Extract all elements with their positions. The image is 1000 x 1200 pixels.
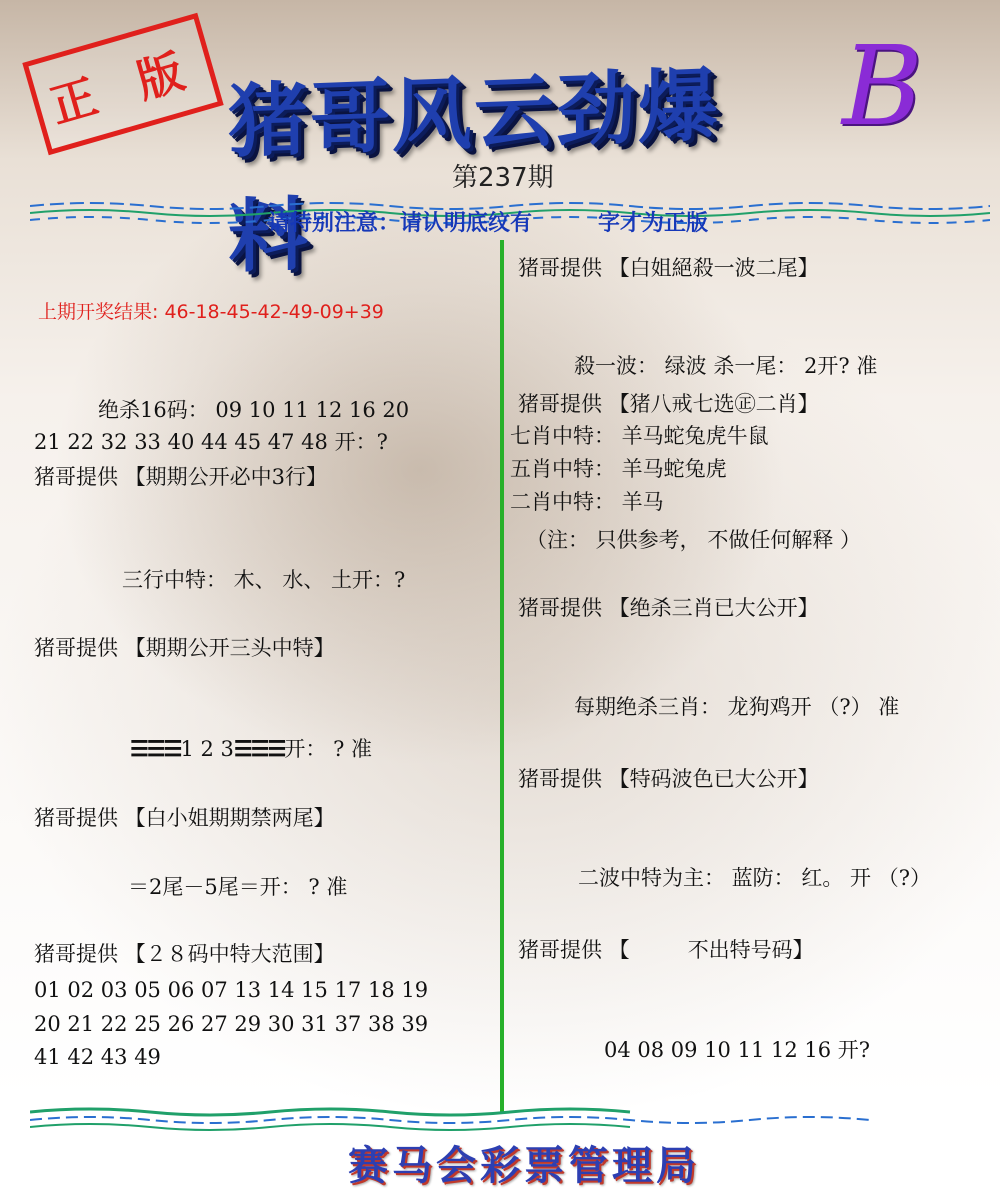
range-numbers-row3: 41 42 43 49	[34, 1045, 161, 1069]
column-divider	[500, 240, 504, 1112]
disclaimer-note: （注： 只供参考， 不做任何解释 ）	[526, 528, 862, 552]
three-rows-content: 三行中特： 木、 水、 土开：?	[122, 568, 406, 592]
left-section3-title: 猪哥提供 【白小姐期期禁两尾】	[34, 806, 335, 830]
kill-wave-content: 殺一波： 绿波 杀一尾： 2开? 准	[574, 354, 878, 378]
notice-text-before: 请特别注意：请认明底纹有	[268, 211, 533, 236]
last-draw-result: 上期开奖结果: 46-18-45-42-49-09+39	[38, 301, 384, 323]
right-section4-title: 猪哥提供 【特码波色已大公开】	[518, 767, 819, 791]
authentic-stamp: 正 版	[22, 13, 223, 155]
authenticity-notice	[268, 206, 708, 237]
two-zodiac-line: 二肖中特： 羊马	[510, 490, 664, 514]
left-section4-title: 猪哥提供 【２８码中特大范围】	[34, 942, 335, 966]
bars-left: ☰☰☰	[130, 736, 181, 761]
ban-tails-content: ＝2尾－5尾＝开： ? 准	[128, 875, 348, 899]
seven-zodiac-line: 七肖中特： 羊马蛇兔虎牛鼠	[510, 424, 769, 448]
page-title: 猪哥风云劲爆料	[228, 58, 720, 284]
kill16-line1: 绝杀16码： 09 10 11 12 16 20	[98, 398, 410, 422]
right-section2-title: 猪哥提供 【猪八戒七选㊣二肖】	[518, 392, 819, 416]
three-heads-tail: 开： ? 准	[284, 737, 373, 761]
section5-title-right: 不出特号码】	[687, 938, 814, 962]
five-zodiac-line: 五肖中特： 羊马蛇兔虎	[510, 457, 727, 481]
section5-title-left: 猪哥提供 【	[518, 938, 630, 962]
notice-text-after: 字才为正版	[598, 211, 709, 236]
issue-period: 第237期	[452, 163, 554, 193]
range-numbers-row2: 20 21 22 25 26 27 29 30 31 37 38 39	[34, 1012, 429, 1036]
three-heads-numbers: 1 2 3	[180, 737, 234, 761]
right-section5-title	[518, 938, 814, 962]
left-section1-title: 猪哥提供 【期期公开必中3行】	[34, 465, 328, 489]
bottom-wave-divider	[30, 1106, 990, 1132]
edition-letter: B	[842, 22, 923, 150]
range-numbers-row1: 01 02 03 05 06 07 13 14 15 17 18 19	[34, 978, 429, 1002]
right-section3-title: 猪哥提供 【绝杀三肖已大公开】	[518, 596, 819, 620]
kill16-line2: 21 22 32 33 40 44 45 47 48 开：?	[34, 430, 388, 454]
three-heads-content	[130, 737, 372, 761]
kill-three-zodiac-content: 每期绝杀三肖： 龙狗鸡开 （?） 准	[574, 695, 900, 719]
bars-right: ☰☰☰	[233, 736, 285, 761]
left-section2-title: 猪哥提供 【期期公开三头中特】	[34, 636, 335, 660]
excluded-numbers: 04 08 09 10 11 12 16 开?	[604, 1038, 871, 1062]
right-section1-title: 猪哥提供 【白姐絕殺一波二尾】	[518, 256, 819, 280]
wave-color-content: 二波中特为主： 蓝防： 红。 开 （?）	[578, 866, 931, 890]
footer-organization: 赛马会彩票管理局	[348, 1143, 700, 1189]
